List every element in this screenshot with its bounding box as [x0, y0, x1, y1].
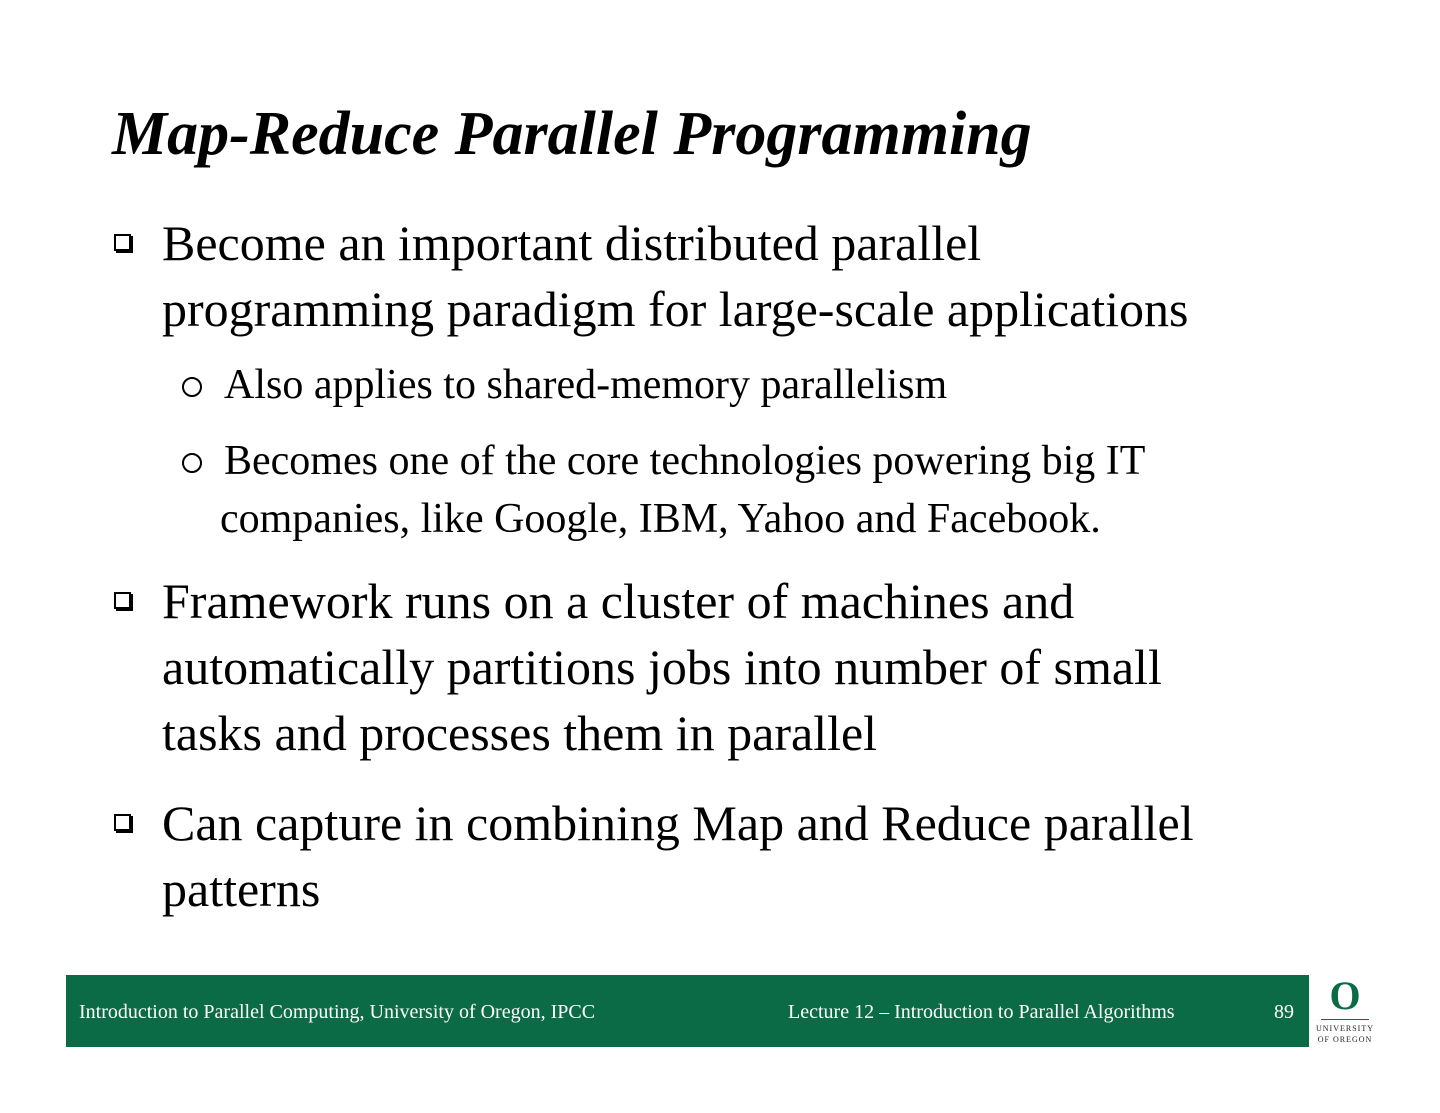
bullet-2-line-1: Framework runs on a cluster of machines and [162, 573, 1075, 629]
bullet-2-line-3: tasks and processes them in parallel [162, 705, 878, 761]
logo-divider [1321, 1019, 1369, 1020]
slide-title: Map-Reduce Parallel Programming [112, 100, 1032, 168]
bullet-1 [162, 210, 1189, 342]
bullet-3-line-2: patterns [162, 861, 321, 917]
sub-bullet-1-2 [220, 432, 1146, 548]
logo-text-line-1: UNIVERSITY [1316, 1024, 1374, 1033]
circle-bullet-icon [182, 377, 202, 397]
sub-bullet-1-1-line-1: Also applies to shared-memory parallelism [224, 362, 948, 408]
sub-bullet-1-1 [220, 356, 948, 414]
square-bullet-icon [114, 814, 131, 831]
sub-bullet-1-2-line-1: Becomes one of the core technologies powering big IT [224, 438, 1146, 484]
logo-text-line-2: OF OREGON [1317, 1035, 1373, 1044]
bullet-3-line-1: Can capture in combining Map and Reduce parallel [162, 795, 1194, 851]
bullet-2 [162, 568, 1162, 766]
square-bullet-icon [114, 592, 131, 609]
footer-page-number: 89 [1274, 1001, 1294, 1023]
bullet-2-line-2: automatically partitions jobs into number of small [162, 639, 1162, 695]
square-bullet-icon [114, 234, 131, 251]
university-logo [1314, 973, 1376, 1049]
oregon-o-logo-icon: O [1329, 973, 1361, 1018]
footer-course-title: Introduction to Parallel Computing, University of Oregon, IPCC [79, 1001, 596, 1023]
bullet-1-line-2: programming paradigm for large-scale applications [162, 281, 1189, 337]
footer-lecture-title: Lecture 12 – Introduction to Parallel Algorithms [788, 1001, 1175, 1023]
sub-bullet-1-2-line-2: companies, like Google, IBM, Yahoo and Facebook. [220, 496, 1101, 542]
slide-footer [66, 975, 1309, 1047]
bullet-3 [162, 790, 1194, 922]
circle-bullet-icon [182, 453, 202, 473]
bullet-1-line-1: Become an important distributed parallel [162, 215, 982, 271]
